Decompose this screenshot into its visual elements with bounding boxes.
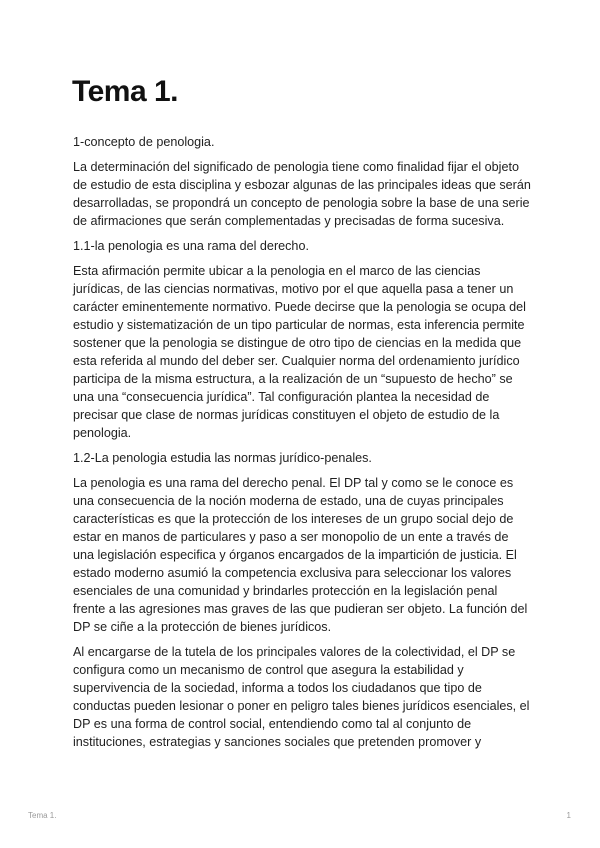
footer-title: Tema 1. [28,811,57,820]
paragraph-social-control: Al encargarse de la tutela de los principales valores de la colectividad, el DP se configura como un mecanismo de control que asegura la estabilidad y supervivencia de la sociedad, informa a todos los ciudadanos que tipo de conductas pueden lesionar o poner en peligro tales bienes jurídicos esenciales, el DP es una forma de control social, entendiendo como tal al conjunto de instituciones, estrategias y sanciones sociales que pretenden promover y [73,645,530,749]
section-heading-1-2: 1.2-La penologia estudia las normas jurídico-penales. [73,451,372,465]
document-body [73,133,531,758]
paragraph-normative: Esta afirmación permite ubicar a la penologia en el marco de las ciencias jurídicas, de las ciencias normativas, motivo por el que aquella pasa a tener un carácter eminentemente normativo. Puede decirse que la penologia se ocupa del estudio y sistematización de un tipo particular de normas, esta inferencia permite sostener que la penologia se distingue de otro tipo de ciencias en la medida que esta referida al mundo del deber ser. Cualquier norma del ordenamiento jurídico participa de la misma estructura, a la realización de un “supuesto de hecho” se una una “consecuencia jurídica”. Tal configuración plantea la necesidad de precisar que clase de normas jurídicas constituyen el objeto de estudio de la penologia. [73,264,526,440]
section-heading-1: 1-concepto de penologia. [73,135,215,149]
page-title: Tema 1. [72,75,178,108]
section-heading-1-1: 1.1-la penologia es una rama del derecho. [73,239,309,253]
paragraph-penal-law: La penologia es una rama del derecho penal. El DP tal y como se le conoce es una consecuencia de la noción moderna de estado, una de cuyas principales características es que la protección de los intereses de un grupo social dejo de estar en manos de particulares y paso a ser monopolio de un ente a través de una legislación especifica y órganos encargados de la impartición de justicia. El estado moderno asumió la competencia exclusiva para seleccionar los valores esenciales de una comunidad y brindarles protección en la legislación penal frente a las agresiones mas graves de las que pudieran ser objeto. La función del DP se ciñe a la protección de bienes jurídicos. [73,476,528,634]
page-number: 1 [566,811,571,820]
paragraph-intro: La determinación del significado de penologia tiene como finalidad fijar el objeto de estudio de esta disciplina y esbozar algunas de las principales ideas que serán desarrolladas, se propondrá un concepto de penologia sobre la base de una serie de afirmaciones que serán complementadas y precisadas de forma sucesiva. [73,160,531,228]
